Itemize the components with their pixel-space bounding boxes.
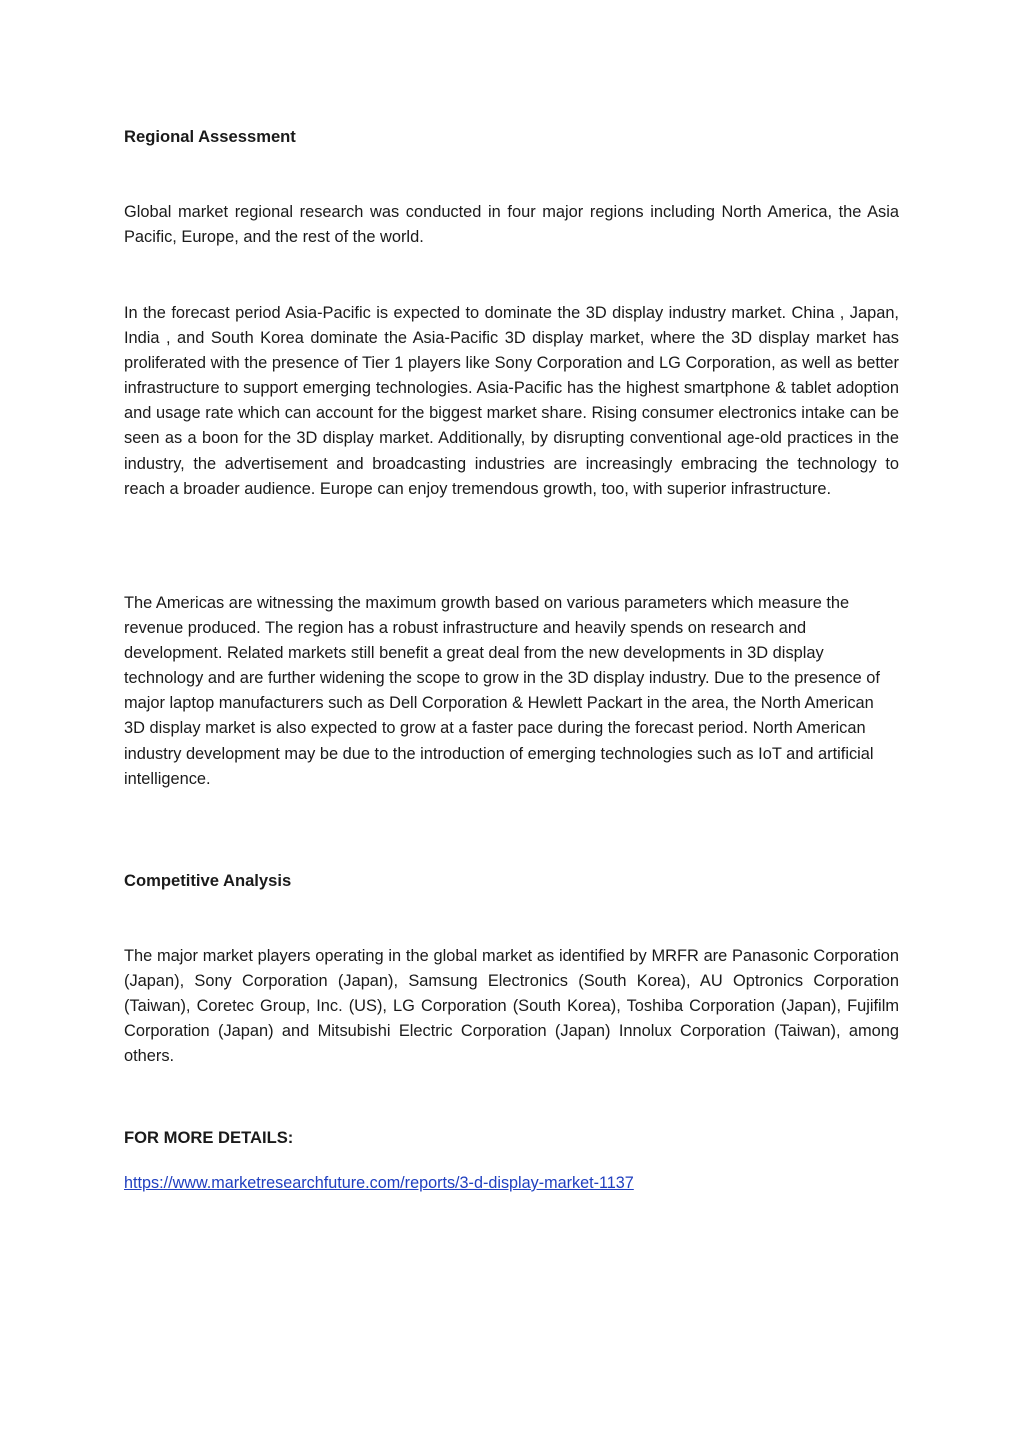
heading-competitive-analysis: Competitive Analysis — [124, 871, 292, 890]
paragraph-competitive: The major market players operating in the global market as identified by MRFR are Panasonic Corporation (Japan), Sony Corporation (Japan), Samsung Electronics (South Korea), AU Optronics Corporation (Taiwan), Coretec Group, Inc. (US), LG Corporation (South Korea), Toshiba Corporation (Japan), Fujifilm Corporation (Japan) and Mitsubishi Electric Corporation (Japan) Innolux Corporation (Taiwan), among others. — [124, 947, 899, 1066]
paragraph-americas: The Americas are witnessing the maximum growth based on various parameters which measure the revenue produced. The region has a robust infrastructure and heavily spends on research and development. Related markets still benefit a great deal from the new developments in 3D display technology and are further widening the scope to grow in the 3D display industry. Due to the presence of major laptop manufacturers such as Dell Corporation & Hewlett Packart in the area, the North American 3D display market is also expected to grow at a faster pace during the forecast period. North American industry development may be due to the introduction of emerging technologies such as IoT and artificial intelligence. — [124, 594, 880, 788]
heading-for-more-details: FOR MORE DETAILS: — [124, 1128, 294, 1147]
heading-regional-assessment: Regional Assessment — [124, 127, 296, 146]
report-link[interactable]: https://www.marketresearchfuture.com/reports/3-d-display-market-1137 — [124, 1174, 634, 1192]
paragraph-asia-pacific: In the forecast period Asia-Pacific is expected to dominate the 3D display industry market. China , Japan, India , and South Korea dominate the Asia-Pacific 3D display market, where the 3D display market has proliferated with the presence of Tier 1 players like Sony Corporation and LG Corporation, as well as better infrastructure to support emerging technologies. Asia-Pacific has the highest smartphone & tablet adoption and usage rate which can account for the biggest market share. Rising consumer electronics intake can be seen as a boon for the 3D display market. Additionally, by disrupting conventional age-old practices in the industry, the advertisement and broadcasting industries are increasingly embracing the technology to reach a broader audience. Europe can enjoy tremendous growth, too, with superior infrastructure. — [124, 304, 899, 498]
paragraph-regional-intro: Global market regional research was conducted in four major regions including North America, the Asia Pacific, Europe, and the rest of the world. — [124, 203, 899, 247]
